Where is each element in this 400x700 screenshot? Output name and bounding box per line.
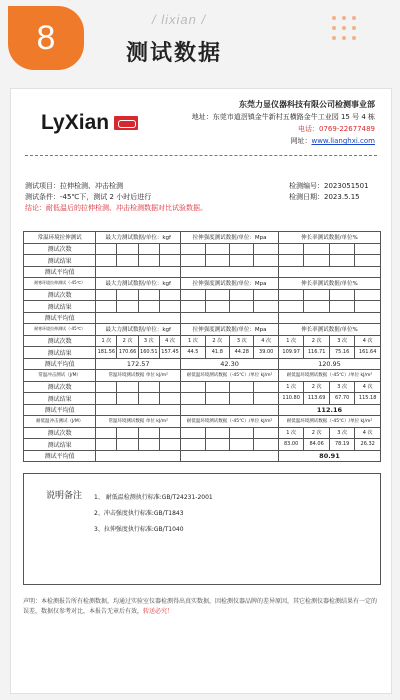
company-logo [41,111,138,135]
table-row: 测试次数 1 次 2 次 3 次 4 次 [24,381,381,393]
test-date: 检测日期：2023.5.15 [289,193,360,201]
brand-tagline: / lixian / [152,12,207,27]
test-condition: 测试条件：-45℃下，测试 2 小时后进行 [25,193,152,201]
test-meta [289,181,369,203]
table-row: 测试次数 [24,289,381,301]
table-row: 测试平均值 172.57 42.30 120.95 [24,358,381,370]
notes-list [94,490,213,538]
company-address: 地址：东莞市道滘镇金牛新村五横路金牛工业园 15 号 4 栋 [191,113,375,121]
table-row: 测试次数 1 次 2 次 3 次 4 次 [24,427,381,439]
report-number: 检测编号：2023051501 [289,182,369,190]
table-row: 测试平均值 [24,312,381,324]
disclaimer [23,597,379,617]
table-row: 测试结果 [24,301,381,313]
test-info [25,181,207,214]
website-label: 网址： [290,137,312,145]
table-row: 测试平均值 [24,266,381,278]
table-row: 常温环境拉伸测试 最大力测试数据/单位：kgf 拉伸强度测试数据/单位：Mpa 伸长率测试数据/单位% [24,232,381,244]
company-website-link[interactable]: www.lianghxi.com [311,137,375,145]
badge-number: 8 [36,18,56,57]
table-row: 测试次数 [24,243,381,255]
list-item: 1、 耐低温检测执行标准:GB/T24231-2001 [94,494,213,501]
table-row: 测试结果 83.00 84.06 78.19 26.32 [24,439,381,451]
company-info [192,99,375,147]
table-row: 常温冲击测试（J/M） 常温环境测试数据 单位 kJ/m² 耐低温环境测试数据（-45℃）/单位 kJ/m² 耐低温环境测试数据（-45℃）/单位 kJ/m² [24,370,381,382]
logo-mark-icon [114,116,138,130]
company-phone: 电话：0769-22677489 [298,125,375,133]
test-item: 测试项目：拉伸检测、冲击检测 [25,182,123,190]
table-row: 测试平均值 112.16 [24,404,381,416]
test-data-table [23,231,381,462]
table-row: 耐低温冲击测试（J/M） 常温环境测试数据 单位 kJ/m² 耐低温环境测试数据（-45℃）/单位 kJ/m² 耐低温环境测试数据（-45℃）/单位 kJ/m² [24,416,381,428]
list-item: 2、冲击强度执行标准:GB/T1843 [94,510,184,517]
test-conclusion: 结论：耐低温后的拉伸检测、冲击检测数据对比试验数据。 [25,204,207,212]
list-item: 3、拉伸强度执行标准:GB/T1040 [94,526,184,533]
page-title: 测试数据 [126,41,223,66]
logo-text: LyXian [41,111,110,134]
report-sheet [10,88,392,694]
header-divider [25,155,377,156]
table-row: 测试平均值 80.91 [24,450,381,462]
table-row: 耐寒环境拉伸测试（-45℃） 最大力测试数据/单位：kgf 拉伸强度测试数据/单位：Mpa 伸长率测试数据/单位% [24,278,381,290]
notes-title: 说明备注 [46,491,83,501]
section-header: 常温环境拉伸测试 [24,232,96,244]
company-name: 东莞力显仪器科技有限公司检测事业部 [239,100,375,109]
table-row: 测试结果 [24,255,381,267]
decorative-dots [330,14,360,54]
table-row: 测试结果 181.56 170.66 160.51 157.45 44.5 41.8 44.28 39.00 109.97 116.71 75.16 161.64 [24,347,381,359]
disclaimer-text: 声明：本检测报告所有检测数据，均通过实验室仪器检测得出真实数据，因检测仪器品牌的差异原因，其它检测仪器检测结果有一定的误差，数据仅参考对比，本报告无章后有效， [23,598,378,615]
notes-box [23,473,381,585]
disclaimer-end: 转送必究！ [143,608,174,615]
section-number-badge [8,6,84,70]
table-row: 测试次数 1 次 2 次 3 次 4 次 1 次 2 次 3 次 4 次 1 次 2 次 3 次 4 次 [24,335,381,347]
table-row: 测试结果 110.80 113.69 67.70 115.18 [24,393,381,405]
table-row: 耐寒环境拉伸测试（-45℃） 最大力测试数据/单位：kgf 拉伸强度测试数据/单位：Mpa 伸长率测试数据/单位% [24,324,381,336]
